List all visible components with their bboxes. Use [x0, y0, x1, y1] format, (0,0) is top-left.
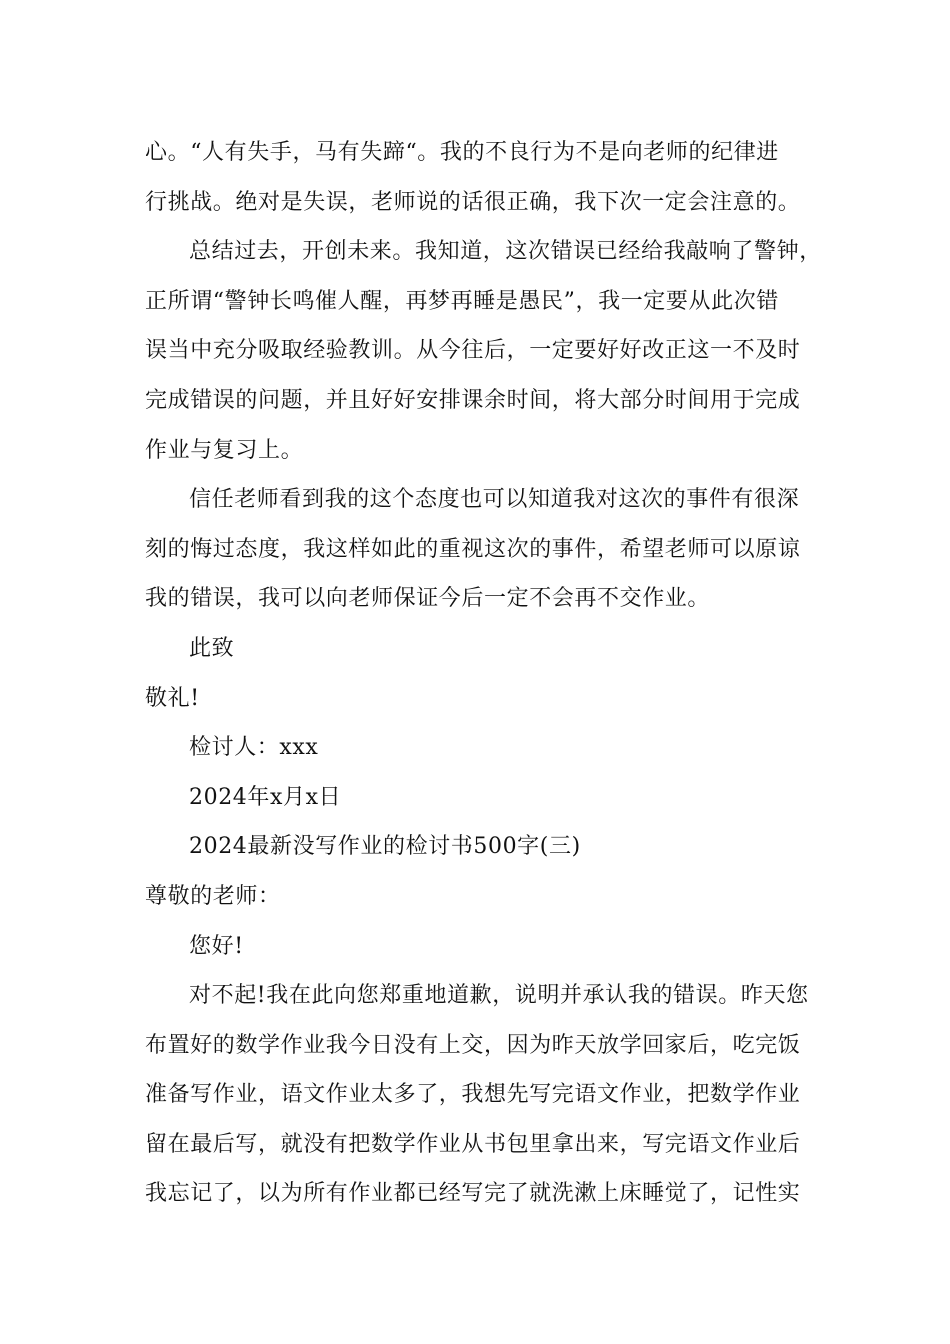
salutation-line: 敬礼!	[145, 685, 200, 711]
document-body	[145, 128, 822, 1219]
section-title: 2024最新没写作业的检讨书500字(三)	[189, 834, 581, 860]
text-line: 总结过去，开创未来。我知道，这次错误已经给我敲响了警钟，	[189, 239, 822, 265]
text-line: 刻的悔过态度，我这样如此的重视这次的事件，希望老师可以原谅	[145, 536, 801, 562]
text-line: 准备写作业，语文作业太多了，我想先写完语文作业，把数学作业	[145, 1082, 801, 1108]
text-line: 对不起!我在此向您郑重地道歉，说明并承认我的错误。昨天您	[189, 983, 809, 1009]
text-line: 心。“人有失手，马有失蹄“。我的不良行为不是向老师的纪律进	[145, 140, 779, 165]
text-line: 留在最后写，就没有把数学作业从书包里拿出来，写完语文作业后	[145, 1131, 801, 1157]
text-line: 作业与复习上。	[145, 437, 304, 463]
text-line: 布置好的数学作业我今日没有上交，因为昨天放学回家后，吃完饭	[145, 1032, 801, 1058]
text-line: 误当中充分吸取经验教训。从今往后，一定要好好改正这一不及时	[145, 338, 801, 364]
closing-line: 此致	[189, 635, 235, 661]
text-line: 完成错误的问题，并且好好安排课余时间，将大部分时间用于完成	[145, 387, 801, 413]
text-line: 我忘记了，以为所有作业都已经写完了就洗漱上床睡觉了，记性实	[145, 1181, 801, 1207]
greeting-line: 您好!	[189, 933, 244, 959]
text-line: 信任老师看到我的这个态度也可以知道我对这次的事件有很深	[189, 487, 800, 513]
text-line: 我的错误，我可以向老师保证今后一定不会再不交作业。	[145, 586, 711, 612]
date-line: 2024年x月x日	[189, 784, 342, 810]
signature-line: 检讨人：xxx	[189, 735, 319, 761]
text-line: 正所谓“警钟长鸣催人醒，再梦再睡是愚民”，我一定要从此次错	[145, 288, 779, 314]
greeting-line: 尊敬的老师：	[145, 883, 281, 909]
text-line: 行挑战。绝对是失误，老师说的话很正确，我下次一定会注意的。	[145, 189, 801, 215]
